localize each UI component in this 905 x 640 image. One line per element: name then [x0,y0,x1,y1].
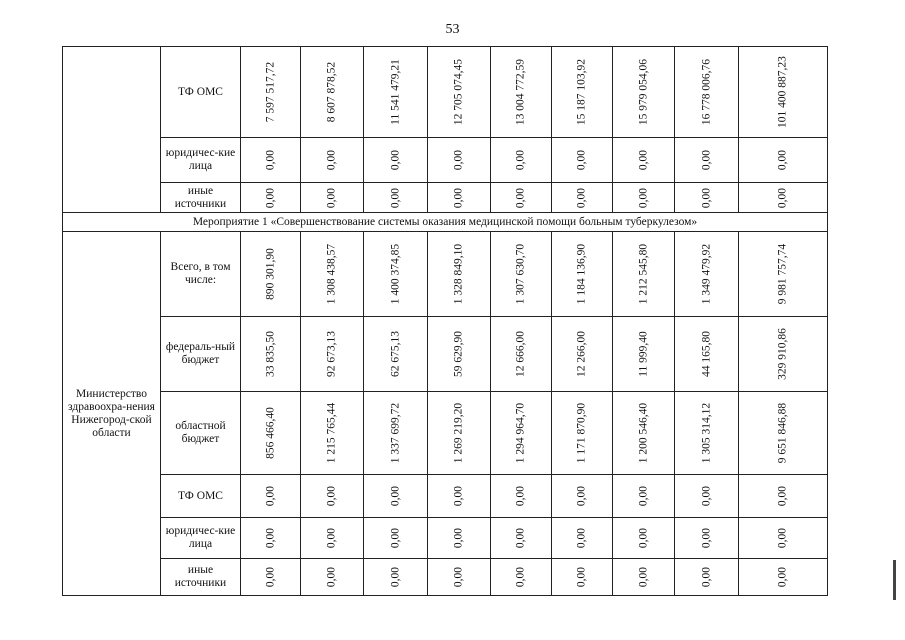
value-cell [613,559,675,596]
value-cell [675,183,739,213]
value-cell [241,47,301,138]
cell-value: 13 004 772,59 [514,58,527,126]
cell-value: 0,00 [700,149,712,171]
value-cell [241,559,301,596]
cell-value: 0,00 [389,149,401,171]
value-cell [552,232,613,317]
table-row [63,317,828,392]
cell-value: 0,00 [700,566,712,588]
value-cell [491,317,552,392]
value-cell [613,392,675,475]
value-cell [491,518,552,559]
organization-cell: Министерство здравоохра-нения Нижегород-ской области [63,232,161,596]
value-cell [241,392,301,475]
cell-value: 0,00 [575,485,588,507]
value-cell [428,392,491,475]
value-cell [613,183,675,213]
cell-value: 12 666,00 [514,331,527,377]
cell-value: 0,00 [452,149,465,171]
value-cell [675,559,739,596]
cell-value: 0,00 [325,187,338,208]
value-cell [428,518,491,559]
value-cell [675,232,739,317]
value-cell [675,475,739,518]
row-label: юридичес-кие лица [161,138,241,183]
value-cell [675,392,739,475]
value-cell [739,518,828,559]
value-cell [241,138,301,183]
value-cell [739,559,828,596]
cell-value: 11 999,40 [637,331,649,377]
value-cell [301,518,364,559]
value-cell [491,47,552,138]
cell-value: 329 910,86 [776,328,789,380]
value-cell [241,475,301,518]
cell-value: 890 301,90 [264,248,276,300]
cell-value: 59 629,90 [452,331,465,377]
value-cell [301,475,364,518]
value-cell [552,559,613,596]
cell-value: 92 673,13 [325,331,338,377]
value-cell [613,47,675,138]
value-cell [675,138,739,183]
row-label: ТФ ОМС [161,47,241,138]
value-cell [491,232,552,317]
cell-value: 9 981 757,74 [776,243,789,305]
value-cell [364,559,428,596]
value-cell [739,183,828,213]
value-cell [552,138,613,183]
value-cell [241,317,301,392]
cell-value: 44 165,80 [700,331,712,377]
cell-value: 0,00 [700,527,712,549]
page-number: 53 [445,22,460,37]
cell-value: 0,00 [514,149,527,171]
row-label: иные источники [161,183,241,213]
cell-value: 0,00 [514,527,527,549]
value-cell [491,475,552,518]
row-label: юридичес-кие лица [161,518,241,559]
cell-value: 0,00 [514,566,527,588]
value-cell [675,317,739,392]
cell-value: 0,00 [325,149,338,171]
cell-value: 0,00 [264,566,276,588]
value-cell [552,317,613,392]
cell-value: 12 266,00 [575,331,588,377]
value-cell [491,138,552,183]
cell-value: 62 675,13 [389,331,401,377]
cell-value: 15 187 103,92 [575,58,588,126]
cell-value: 0,00 [389,485,401,507]
cell-value: 0,00 [452,527,465,549]
value-cell [301,392,364,475]
value-cell [613,317,675,392]
value-cell [552,47,613,138]
cell-value: 0,00 [700,485,712,507]
value-cell [739,232,828,317]
cell-value: 0,00 [700,187,712,208]
value-cell [301,232,364,317]
value-cell [739,475,828,518]
cell-value: 1 400 374,85 [389,243,401,305]
table-row [63,232,828,317]
cell-value: 0,00 [452,187,465,208]
cell-value: 7 597 517,72 [264,61,276,123]
cell-value: 1 215 765,44 [325,402,338,464]
value-cell [364,392,428,475]
cell-value: 9 651 846,88 [776,402,789,464]
value-cell [364,475,428,518]
row-label: федераль-ный бюджет [161,317,241,392]
value-cell [491,392,552,475]
value-cell [428,559,491,596]
cell-value: 101 400 887,23 [776,56,789,128]
cell-value: 33 835,50 [264,331,276,377]
value-cell [428,232,491,317]
value-cell [301,183,364,213]
value-cell [675,518,739,559]
cell-value: 15 979 054,06 [637,58,649,126]
value-cell [613,475,675,518]
cell-value: 1 184 136,90 [575,243,588,305]
cell-value: 1 328 849,10 [452,243,465,305]
value-cell [301,47,364,138]
cell-value: 0,00 [389,566,401,588]
value-cell [428,138,491,183]
value-cell [491,559,552,596]
value-cell [675,47,739,138]
row-label: областной бюджет [161,392,241,475]
cell-value: 0,00 [325,527,338,549]
value-cell [364,232,428,317]
cell-value: 0,00 [452,566,465,588]
value-cell [364,138,428,183]
value-cell [491,183,552,213]
value-cell [428,475,491,518]
value-cell [552,475,613,518]
cell-value: 0,00 [452,485,465,507]
cell-value: 1 307 630,70 [514,243,527,305]
table-row [63,559,828,596]
funding-table [62,46,828,596]
cell-value: 856 466,40 [264,407,276,459]
cell-value: 0,00 [776,527,789,549]
cell-value: 0,00 [264,187,276,208]
value-cell [364,317,428,392]
value-cell [552,183,613,213]
cell-value: 12 705 074,45 [452,58,465,126]
cell-value: 0,00 [575,566,588,588]
value-cell [301,559,364,596]
row-label: ТФ ОМС [161,475,241,518]
cell-value: 0,00 [637,566,649,588]
value-cell [241,518,301,559]
cell-value: 1 308 438,57 [325,243,338,305]
cell-value: 16 778 006,76 [700,58,712,126]
cell-value: 0,00 [637,485,649,507]
value-cell [364,518,428,559]
cell-value: 0,00 [637,527,649,549]
table-row [63,475,828,518]
value-cell [364,47,428,138]
value-cell [613,138,675,183]
cell-value: 1 305 314,12 [700,402,712,464]
cell-value: 1 212 545,80 [637,243,649,305]
cell-value: 1 294 964,70 [514,402,527,464]
value-cell [739,47,828,138]
cell-value: 0,00 [514,485,527,507]
value-cell [428,183,491,213]
event-title: Мероприятие 1 «Совершенствование системы оказания медицинской помощи больным туберкулезом» [63,213,828,232]
value-cell [428,317,491,392]
cell-value: 1 171 870,90 [575,402,588,464]
table-row [63,183,828,213]
cell-value: 1 269 219,20 [452,402,465,464]
cell-value: 0,00 [776,566,789,588]
cell-value: 11 541 479,21 [389,59,401,125]
cell-value: 8 607 878,52 [325,61,338,123]
table-row [63,138,828,183]
scan-edge-mark [893,560,896,600]
cell-value: 0,00 [325,566,338,588]
event-row [63,213,828,232]
value-cell [301,317,364,392]
value-cell [739,392,828,475]
cell-value: 0,00 [264,149,276,171]
cell-value: 0,00 [264,485,276,507]
cell-value: 0,00 [575,187,588,208]
value-cell [739,138,828,183]
value-cell [241,232,301,317]
cell-value: 0,00 [514,187,527,208]
value-cell [301,138,364,183]
table-row [63,392,828,475]
cell-value: 0,00 [776,149,789,171]
value-cell [364,183,428,213]
value-cell [613,232,675,317]
cell-value: 0,00 [264,527,276,549]
row-label: иные источники [161,559,241,596]
cell-value: 0,00 [575,527,588,549]
cell-value: 1 337 699,72 [389,402,401,464]
cell-value: 1 200 546,40 [637,402,649,464]
cell-value: 0,00 [325,485,338,507]
value-cell [241,183,301,213]
empty-org-cell [63,47,161,213]
value-cell [613,518,675,559]
value-cell [428,47,491,138]
cell-value: 1 349 479,92 [700,243,712,305]
table-row [63,47,828,138]
value-cell [739,317,828,392]
table-row [63,518,828,559]
cell-value: 0,00 [776,187,789,208]
cell-value: 0,00 [776,485,789,507]
row-label: Всего, в том числе: [161,232,241,317]
value-cell [552,392,613,475]
cell-value: 0,00 [637,187,649,208]
cell-value: 0,00 [389,187,401,208]
value-cell [552,518,613,559]
cell-value: 0,00 [575,149,588,171]
cell-value: 0,00 [389,527,401,549]
cell-value: 0,00 [637,149,649,171]
